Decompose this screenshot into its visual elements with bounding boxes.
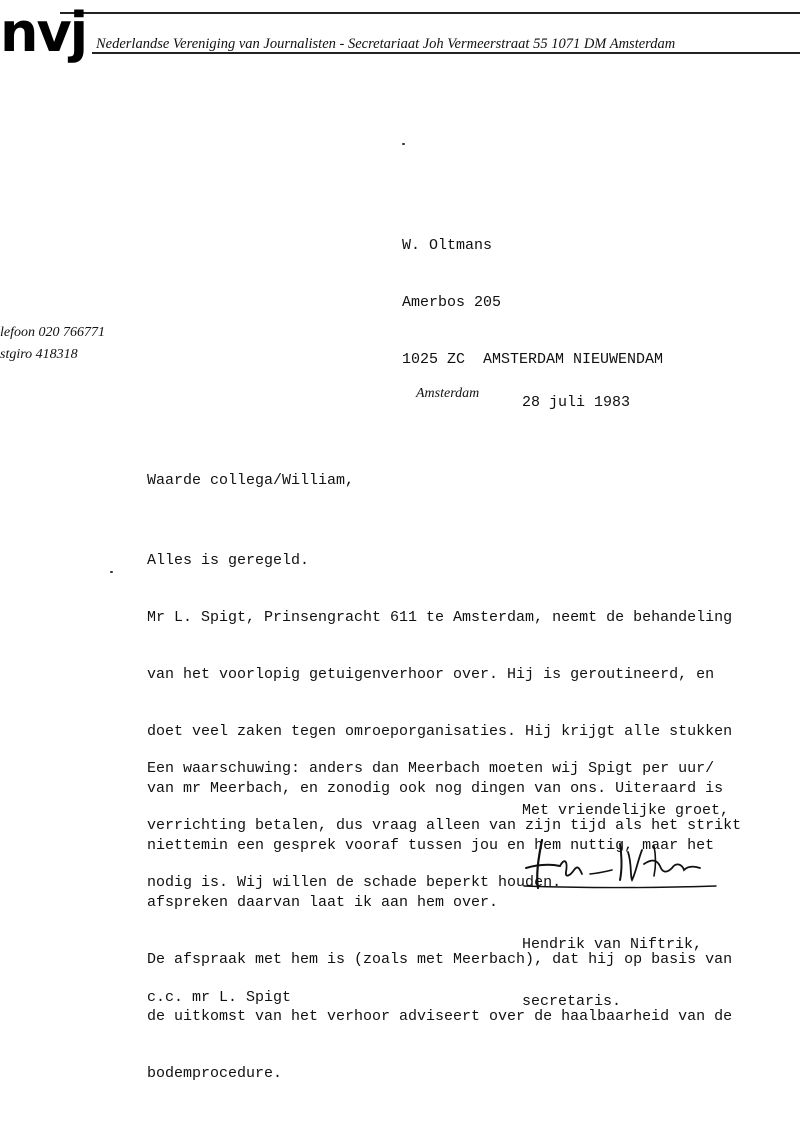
recipient-city: 1025 ZC AMSTERDAM NIEUWENDAM: [402, 351, 664, 368]
recipient-street: Amerbos 205: [402, 294, 502, 311]
handwritten-signature: [520, 830, 720, 901]
letterhead-bottom-rule: [92, 52, 800, 54]
warning-line: nodig is. Wij willen de schade beperkt houden.: [147, 874, 562, 891]
body-line: Alles is geregeld.: [147, 552, 310, 569]
signer-title: secretaris.: [522, 993, 622, 1010]
warning-line: verrichting betalen, dus vraag alleen van zijn tijd als het strikt: [147, 817, 742, 834]
body-line: Mr L. Spigt, Prinsengracht 611 te Amsterdam, neemt de behandeling: [147, 609, 733, 626]
body-line: bodemprocedure.: [147, 1065, 283, 1082]
paper-speck: [110, 571, 113, 573]
paper-speck: [402, 143, 405, 145]
signature-drawing: [520, 830, 720, 896]
recipient-address: [402, 198, 663, 407]
date-place: Amsterdam: [416, 386, 480, 401]
body-line: doet veel zaken tegen omroeporganisaties. Hij krijgt alle stukken: [147, 723, 733, 740]
body-line: afspreken daarvan laat ik aan hem over.: [147, 894, 499, 911]
body-line: de uitkomst van het verhoor adviseert over de haalbaarheid van de: [147, 1008, 733, 1025]
warning-line: Een waarschuwing: anders dan Meerbach moeten wij Spigt per uur/: [147, 760, 715, 777]
letter-date: 28 juli 1983: [522, 394, 631, 411]
signer-block: [522, 897, 702, 1049]
salutation: Waarde collega/William,: [147, 472, 355, 489]
telephone-number: lefoon 020 766771: [0, 325, 105, 340]
letterhead-address: Nederlandse Vereniging van Journalisten - Secretariaat Joh Vermeerstraat 55 1071 DM Amsterdam: [96, 36, 676, 52]
letterhead-top-rule: [60, 12, 800, 14]
giro-number: stgiro 418318: [0, 347, 78, 362]
signer-name: Hendrik van Niftrik,: [522, 936, 703, 953]
body-line: niettemin een gesprek vooraf tussen jou en hem nuttig, maar het: [147, 837, 715, 854]
contact-info: [0, 322, 105, 366]
closing-greeting: Met vriendelijke groet,: [522, 802, 730, 819]
body-line: De afspraak met hem is (zoals met Meerbach), dat hij op basis van: [147, 951, 733, 968]
recipient-name: W. Oltmans: [402, 237, 493, 254]
body-line: van mr Meerbach, en zonodig ook nog dingen van ons. Uiteraard is: [147, 780, 724, 797]
nvj-logo: nvj: [0, 1, 87, 64]
carbon-copy-line: c.c. mr L. Spigt: [147, 989, 292, 1006]
body-line: van het voorlopig getuigenverhoor over. Hij is geroutineerd, en: [147, 666, 715, 683]
